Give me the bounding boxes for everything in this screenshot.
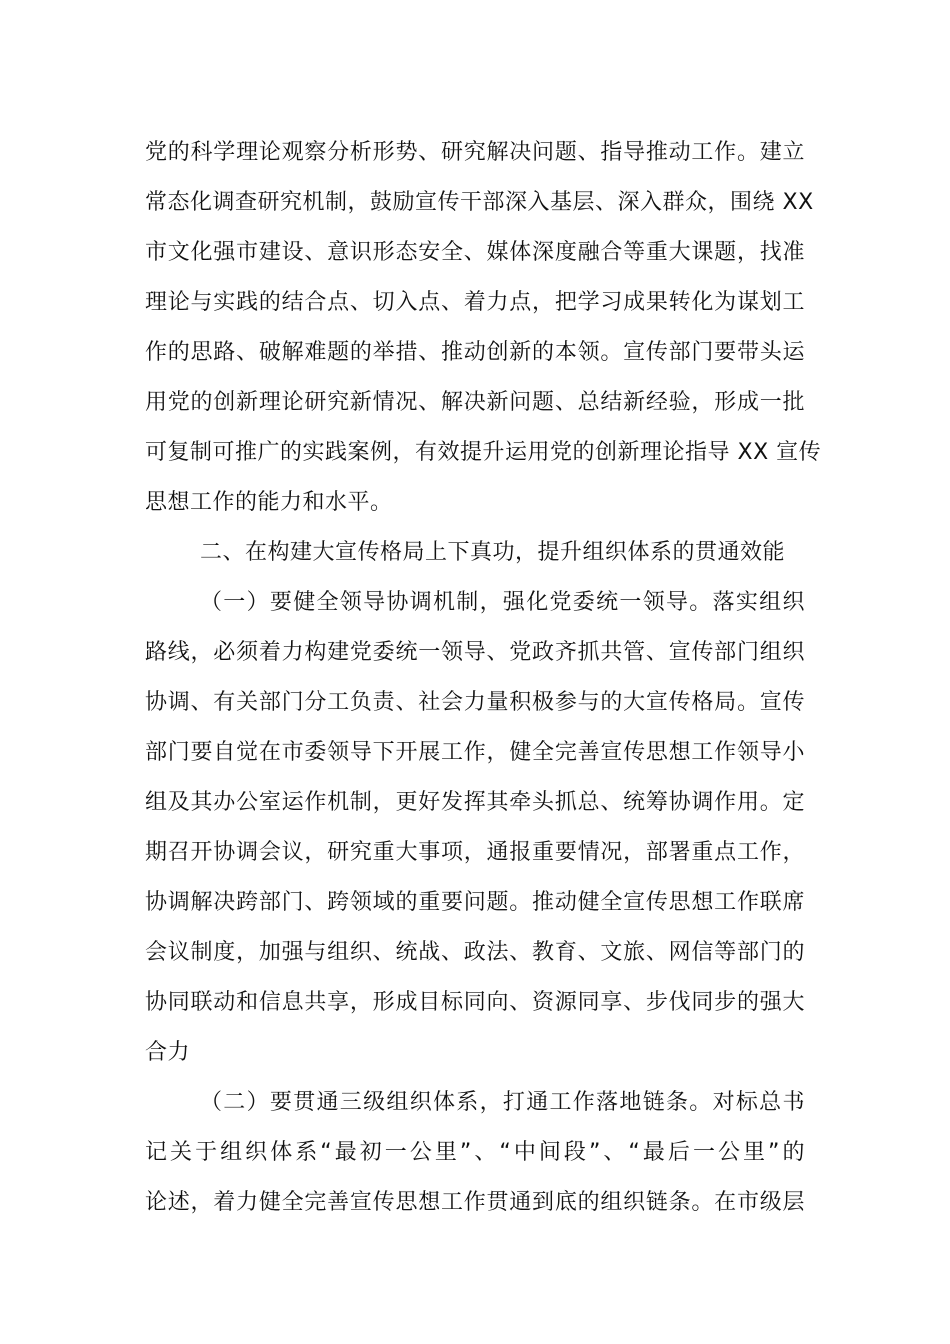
paragraph-line: （一）要健全领导协调机制，强化党委统一领导。落实组织 <box>200 590 805 615</box>
paragraph-line: 市文化强市建设、意识形态安全、媒体深度融合等重大课题，找准 <box>145 240 805 265</box>
paragraph-line: 协同联动和信息共享，形成目标同向、资源同享、步伐同步的强大 <box>145 990 805 1015</box>
paragraph-line: 部门要自觉在市委领导下开展工作，健全完善宣传思想工作领导小 <box>145 740 805 765</box>
paragraph-line: 作的思路、破解难题的举措、推动创新的本领。宣传部门要带头运 <box>145 340 805 365</box>
paragraph-line: 组及其办公室运作机制，更好发挥其牵头抓总、统筹协调作用。定 <box>145 790 805 815</box>
paragraph-line: 论述，着力健全完善宣传思想工作贯通到底的组织链条。在市级层 <box>145 1190 805 1215</box>
paragraph-line: （二）要贯通三级组织体系，打通工作落地链条。对标总书 <box>200 1090 805 1115</box>
paragraph-line: 常态化调查研究机制，鼓励宣传干部深入基层、深入群众，围绕 XX <box>145 190 814 215</box>
paragraph-line: 路线，必须着力构建党委统一领导、党政齐抓共管、宣传部门组织 <box>145 640 805 665</box>
paragraph-line: 理论与实践的结合点、切入点、着力点，把学习成果转化为谋划工 <box>145 290 805 315</box>
paragraph-line: 可复制可推广的实践案例，有效提升运用党的创新理论指导 XX 宣传 <box>145 440 822 465</box>
paragraph-line: 会议制度，加强与组织、统战、政法、教育、文旅、网信等部门的 <box>145 940 805 965</box>
paragraph-line: 党的科学理论观察分析形势、研究解决问题、指导推动工作。建立 <box>145 140 805 165</box>
section-heading: 二、在构建大宣传格局上下真功，提升组织体系的贯通效能 <box>200 540 786 565</box>
paragraph-line: 期召开协调会议，研究重大事项，通报重要情况，部署重点工作， <box>145 840 805 865</box>
paragraph-line: 用党的创新理论研究新情况、解决新问题、总结新经验，形成一批 <box>145 390 805 415</box>
paragraph-line: 合力 <box>145 1040 191 1065</box>
paragraph-line: 协调、有关部门分工负责、社会力量积极参与的大宣传格局。宣传 <box>145 690 805 715</box>
paragraph-line: 思想工作的能力和水平。 <box>145 490 393 515</box>
paragraph-line: 记关于组织体系“最初一公里”、“中间段”、“最后一公里”的 <box>145 1140 805 1165</box>
paragraph-line: 协调解决跨部门、跨领域的重要问题。推动健全宣传思想工作联席 <box>145 890 805 915</box>
